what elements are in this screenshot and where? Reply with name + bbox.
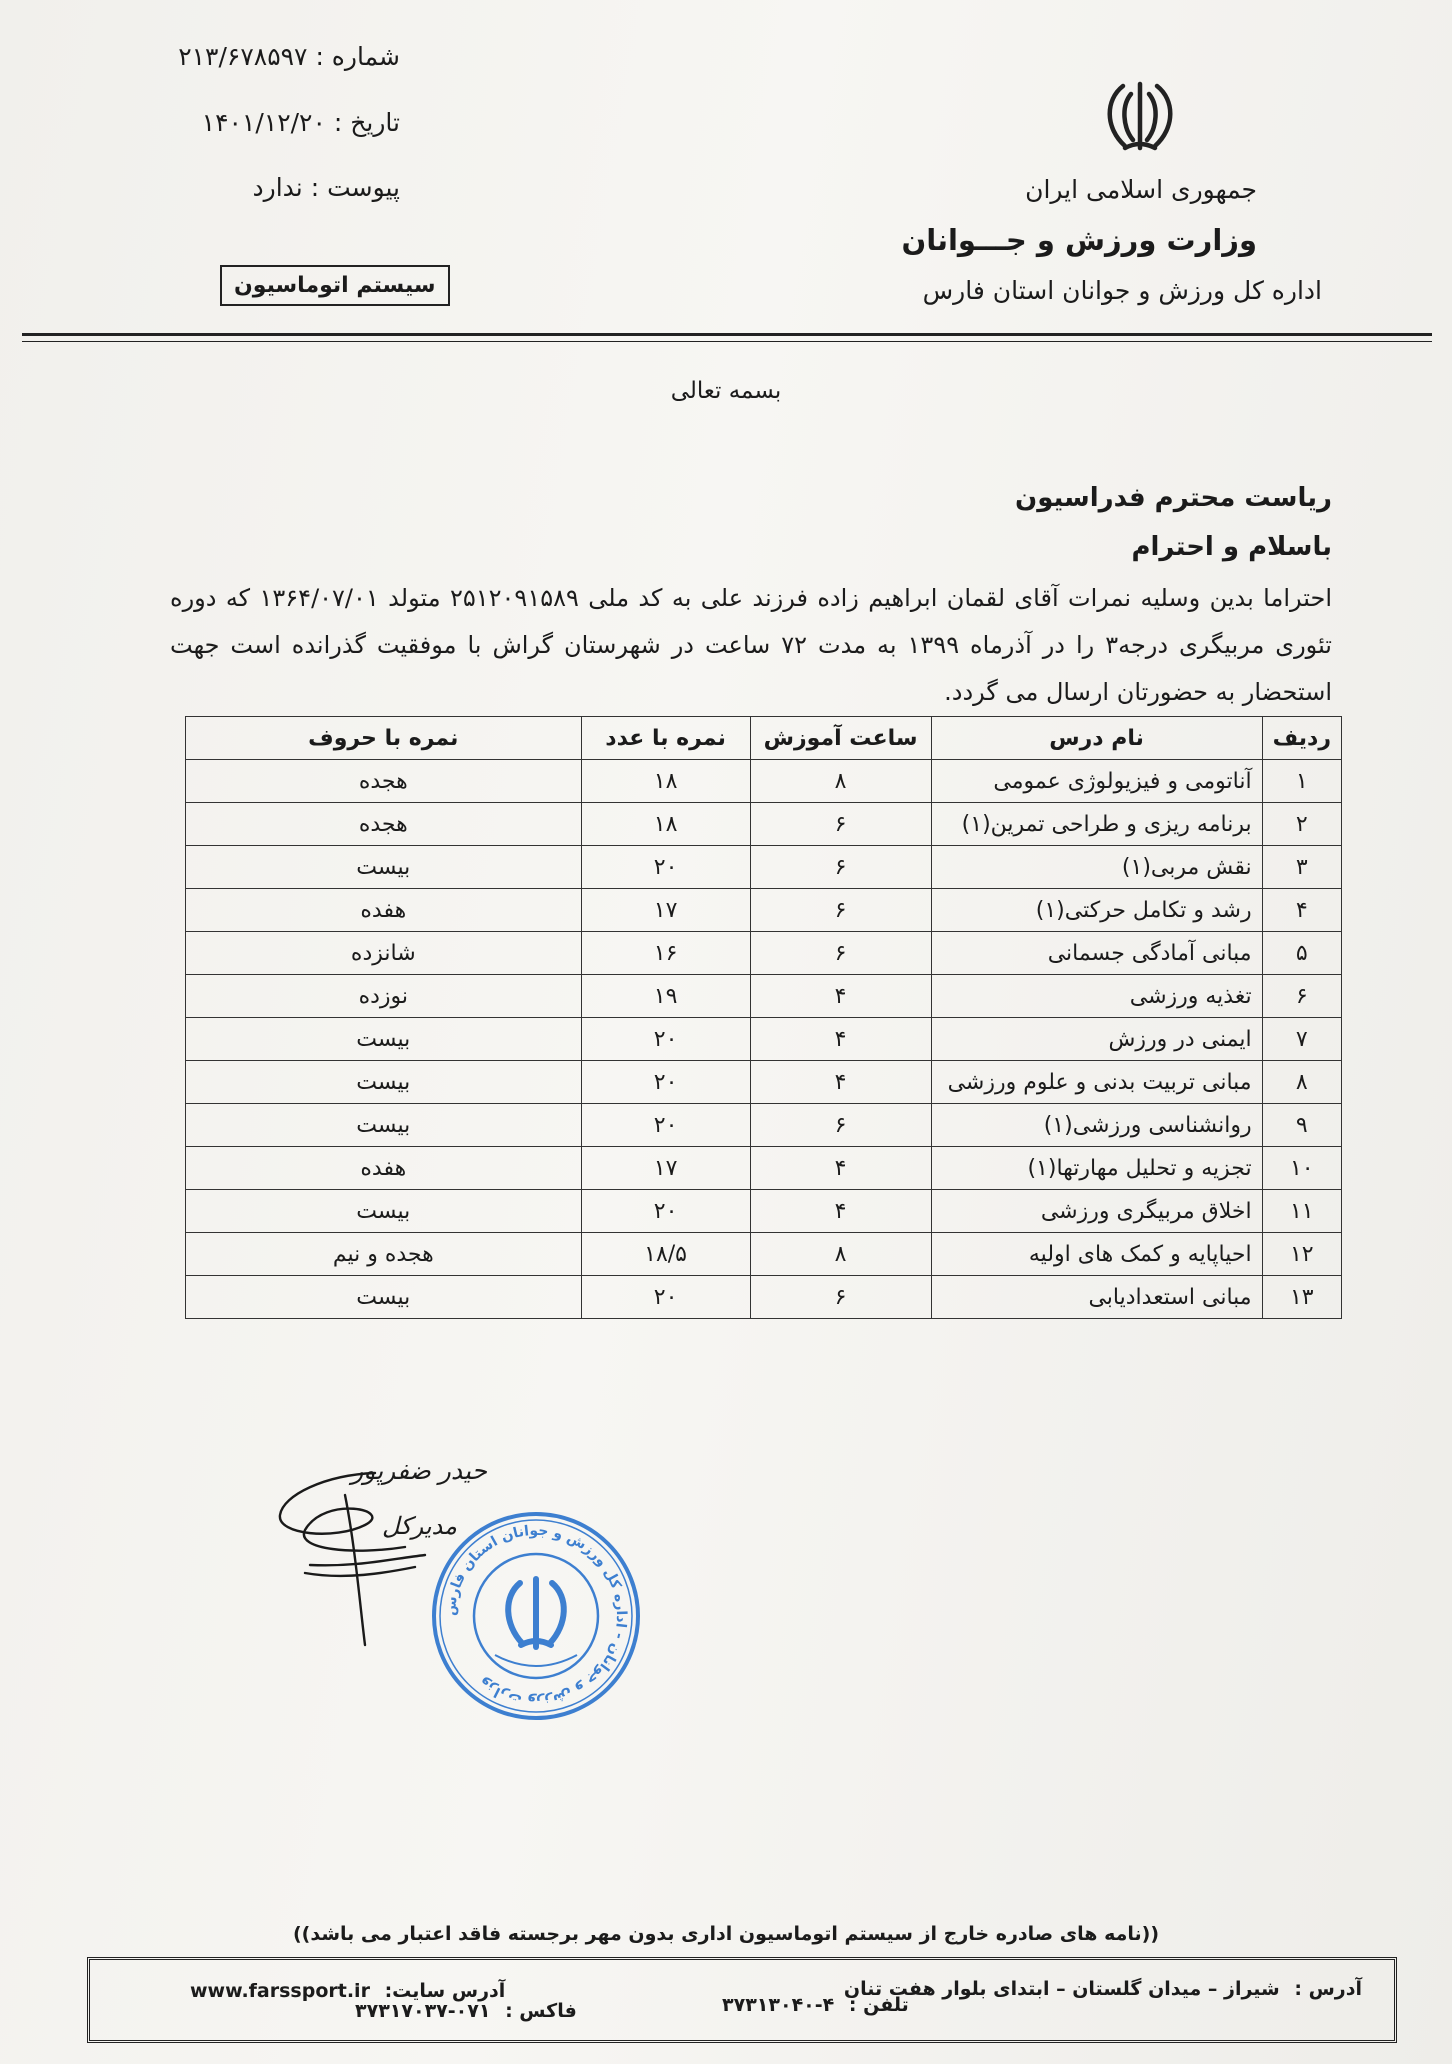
letter-attachment bbox=[130, 173, 400, 202]
grade-number: ۱۷ bbox=[581, 1147, 750, 1190]
grade-words: بیست bbox=[186, 1104, 582, 1147]
row-number: ۳ bbox=[1262, 846, 1341, 889]
grade-words: نوزده bbox=[186, 975, 582, 1018]
course-name: مبانی تربیت بدنی و علوم ورزشی bbox=[931, 1061, 1262, 1104]
course-name: ایمنی در ورزش bbox=[931, 1018, 1262, 1061]
header-course-name: نام درس bbox=[931, 717, 1262, 760]
course-name: رشد و تکامل حرکتی(۱) bbox=[931, 889, 1262, 932]
training-hours: ۶ bbox=[750, 1276, 931, 1319]
table-row bbox=[186, 1233, 1342, 1276]
table-row bbox=[186, 1104, 1342, 1147]
grade-number: ۱۶ bbox=[581, 932, 750, 975]
grade-words: هفده bbox=[186, 889, 582, 932]
course-name: تجزیه و تحلیل مهارتها(۱) bbox=[931, 1147, 1262, 1190]
training-hours: ۶ bbox=[750, 846, 931, 889]
number-label: شماره : bbox=[315, 42, 400, 71]
row-number: ۵ bbox=[1262, 932, 1341, 975]
grade-words: بیست bbox=[186, 1190, 582, 1233]
ministry-name: وزارت ورزش و جـــوانان bbox=[901, 223, 1257, 257]
training-hours: ۶ bbox=[750, 1104, 931, 1147]
country-name: جمهوری اسلامی ایران bbox=[1025, 175, 1257, 204]
bismillah: بسمه تعالی bbox=[670, 378, 782, 404]
footer-fax bbox=[355, 2000, 577, 2022]
training-hours: ۴ bbox=[750, 1018, 931, 1061]
table-row bbox=[186, 889, 1342, 932]
table-row bbox=[186, 846, 1342, 889]
grade-number: ۲۰ bbox=[581, 1104, 750, 1147]
table-row bbox=[186, 1061, 1342, 1104]
row-number: ۷ bbox=[1262, 1018, 1341, 1061]
course-name: نقش مربی(۱) bbox=[931, 846, 1262, 889]
footer-website bbox=[190, 1980, 505, 2002]
table-row bbox=[186, 803, 1342, 846]
grade-words: بیست bbox=[186, 1061, 582, 1104]
training-hours: ۶ bbox=[750, 932, 931, 975]
grade-number: ۲۰ bbox=[581, 846, 750, 889]
row-number: ۱۰ bbox=[1262, 1147, 1341, 1190]
grade-words: بیست bbox=[186, 1018, 582, 1061]
table-row bbox=[186, 1147, 1342, 1190]
attachment-label: پیوست : bbox=[310, 173, 400, 202]
course-name: احیاپایه و کمک های اولیه bbox=[931, 1233, 1262, 1276]
training-hours: ۴ bbox=[750, 975, 931, 1018]
site-label: آدرس سایت: bbox=[384, 1980, 506, 2002]
training-hours: ۴ bbox=[750, 1190, 931, 1233]
table-header-row bbox=[186, 717, 1342, 760]
date-label: تاریخ : bbox=[333, 108, 400, 137]
letter-date bbox=[130, 108, 400, 137]
table-row bbox=[186, 760, 1342, 803]
fax-label: فاکس : bbox=[505, 2000, 577, 2022]
phone-value: ۴-۳۷۳۱۳۰۴۰ bbox=[722, 1994, 835, 2016]
header-divider bbox=[22, 333, 1432, 336]
header-grade-words: نمره با حروف bbox=[186, 717, 582, 760]
training-hours: ۶ bbox=[750, 803, 931, 846]
training-hours: ۶ bbox=[750, 889, 931, 932]
row-number: ۲ bbox=[1262, 803, 1341, 846]
grade-words: بیست bbox=[186, 1276, 582, 1319]
grade-number: ۲۰ bbox=[581, 1190, 750, 1233]
attachment-value: ندارد bbox=[252, 173, 303, 202]
grade-number: ۲۰ bbox=[581, 1061, 750, 1104]
grade-words: شانزده bbox=[186, 932, 582, 975]
fax-value: ۰۷۱-۳۷۳۱۷۰۳۷ bbox=[355, 2000, 491, 2022]
address-value: شیراز – میدان گلستان – ابتدای بلوار هفت تنان bbox=[843, 1978, 1280, 2000]
grade-number: ۲۰ bbox=[581, 1018, 750, 1061]
grade-number: ۱۹ bbox=[581, 975, 750, 1018]
table-row bbox=[186, 1190, 1342, 1233]
grade-words: هفده bbox=[186, 1147, 582, 1190]
grade-words: هجده bbox=[186, 760, 582, 803]
grade-number: ۱۸ bbox=[581, 803, 750, 846]
footer-address bbox=[844, 1978, 1362, 2000]
training-hours: ۸ bbox=[750, 760, 931, 803]
row-number: ۴ bbox=[1262, 889, 1341, 932]
iran-emblem-icon bbox=[1095, 78, 1185, 156]
footer-phone bbox=[722, 1994, 909, 2016]
course-name: مبانی آمادگی جسمانی bbox=[931, 932, 1262, 975]
training-hours: ۴ bbox=[750, 1147, 931, 1190]
department-name: اداره کل ورزش و جوانان استان فارس bbox=[922, 276, 1322, 305]
grade-number: ۲۰ bbox=[581, 1276, 750, 1319]
table-row bbox=[186, 975, 1342, 1018]
greeting: باسلام و احترام bbox=[1131, 532, 1332, 562]
row-number: ۱۱ bbox=[1262, 1190, 1341, 1233]
table-row bbox=[186, 1276, 1342, 1319]
grade-number: ۱۷ bbox=[581, 889, 750, 932]
grades-table bbox=[185, 716, 1342, 1319]
row-number: ۸ bbox=[1262, 1061, 1341, 1104]
grade-number: ۱۸ bbox=[581, 760, 750, 803]
course-name: روانشناسی ورزشی(۱) bbox=[931, 1104, 1262, 1147]
course-name: تغذیه ورزشی bbox=[931, 975, 1262, 1018]
row-number: ۱۲ bbox=[1262, 1233, 1341, 1276]
official-seal-icon bbox=[425, 1505, 647, 1727]
signer-title: مدیرکل bbox=[382, 1512, 457, 1540]
row-number: ۶ bbox=[1262, 975, 1341, 1018]
header-divider-thin bbox=[22, 341, 1432, 342]
phone-label: تلفن : bbox=[848, 1994, 909, 2016]
course-name: مبانی استعدادیابی bbox=[931, 1276, 1262, 1319]
address-label: آدرس : bbox=[1294, 1978, 1362, 2000]
header-grade-number: نمره با عدد bbox=[581, 717, 750, 760]
grade-words: بیست bbox=[186, 846, 582, 889]
table-row bbox=[186, 1018, 1342, 1061]
grade-words: هجده bbox=[186, 803, 582, 846]
grade-number: ۱۸/۵ bbox=[581, 1233, 750, 1276]
letter-number bbox=[130, 42, 400, 71]
addressee: ریاست محترم فدراسیون bbox=[1015, 483, 1332, 513]
letter-body: احتراما بدین وسلیه نمرات آقای لقمان ابراهیم زاده فرزند علی به کد ملی ۲۵۱۲۰۹۱۵۸۹ متولد ۱۳۶۴/۰۷/۰۱ که دوره تئوری مربیگری درجه۳ را در آذرماه ۱۳۹۹ به مدت ۷۲ ساعت در شهرستان گراش با موفقیت گذرانده است جهت استحضار به حضورتان ارسال می گردد. bbox=[170, 584, 1333, 706]
course-name: اخلاق مربیگری ورزشی bbox=[931, 1190, 1262, 1233]
row-number: ۱ bbox=[1262, 760, 1341, 803]
header-hours: ساعت آموزش bbox=[750, 717, 931, 760]
row-number: ۱۳ bbox=[1262, 1276, 1341, 1319]
header-row-number: ردیف bbox=[1262, 717, 1341, 760]
grade-words: هجده و نیم bbox=[186, 1233, 582, 1276]
seal-text: وزارت ورزش و جوانان - اداره کل ورزش و جوانان استان فارس bbox=[442, 1522, 630, 1710]
signer-name: حیدر ضفرپور bbox=[351, 1456, 487, 1485]
date-value: ۱۴۰۱/۱۲/۲۰ bbox=[201, 108, 326, 137]
footer-note: ((نامه های صادره خارج از سیستم اتوماسیون اداری بدون مهر برجسته فاقد اعتبار می باشد)) bbox=[292, 1923, 1159, 1945]
site-value: www.farssport.ir bbox=[190, 1980, 370, 2002]
automation-system-box: سیستم اتوماسیون bbox=[220, 265, 450, 306]
course-name: برنامه ریزی و طراحی تمرین(۱) bbox=[931, 803, 1262, 846]
training-hours: ۸ bbox=[750, 1233, 931, 1276]
table-row bbox=[186, 932, 1342, 975]
training-hours: ۴ bbox=[750, 1061, 931, 1104]
row-number: ۹ bbox=[1262, 1104, 1341, 1147]
course-name: آناتومی و فیزیولوژی عمومی bbox=[931, 760, 1262, 803]
number-value: ۲۱۳/۶۷۸۵۹۷ bbox=[178, 42, 308, 71]
